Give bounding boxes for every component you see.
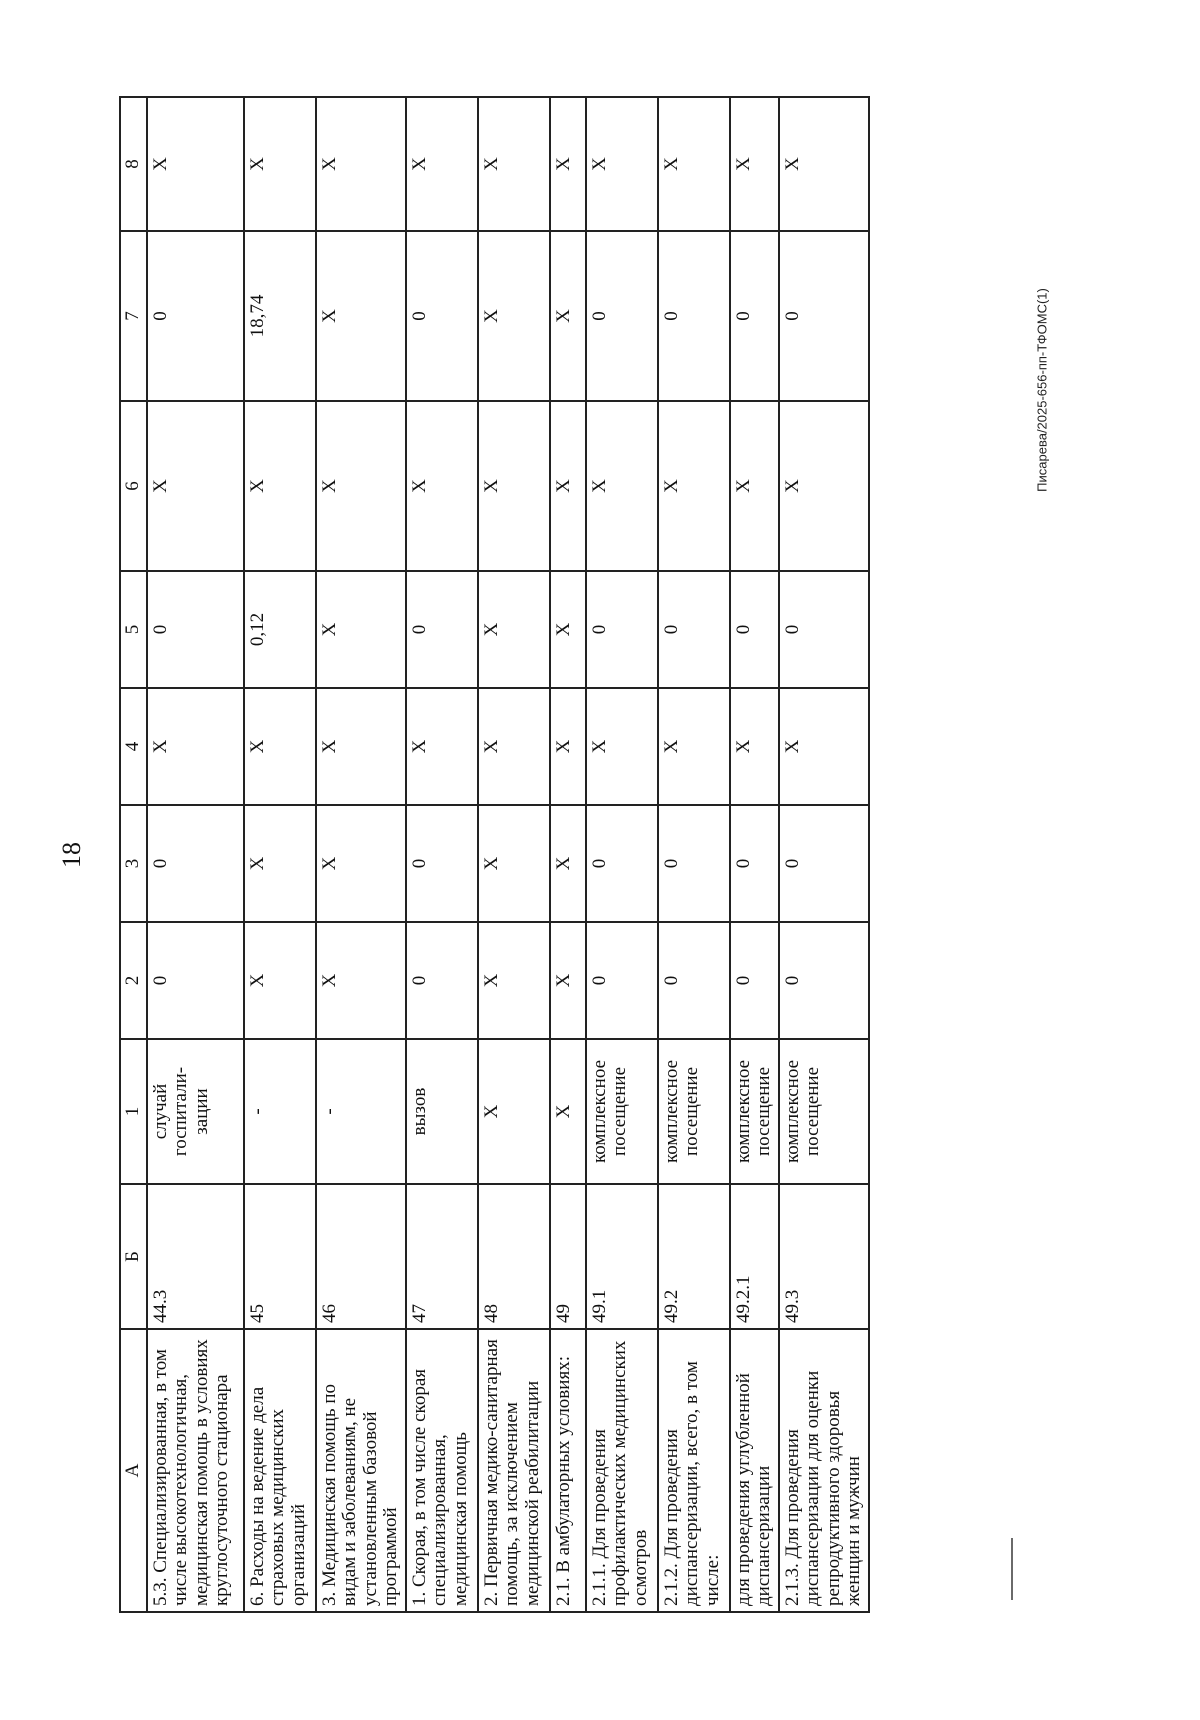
table-cell-col6: X <box>147 401 244 571</box>
table-cell-col6: X <box>550 401 586 571</box>
table-cell-a: 2. Первичная медико-санитарная помощь, за исключением медицинской реабилитации <box>478 1329 550 1612</box>
table-cell-col5: X <box>478 571 550 688</box>
table-cell-col6: X <box>478 401 550 571</box>
header-cell: 3 <box>120 805 147 922</box>
table-cell-col8: X <box>586 97 658 231</box>
table-cell-col1: комплексное посещение <box>730 1039 779 1184</box>
table-cell-col4: X <box>147 688 244 805</box>
table-cell-col3: 0 <box>658 805 730 922</box>
table-cell-b: 49.2 <box>658 1184 730 1329</box>
header-cell: Б <box>120 1184 147 1329</box>
table-cell-col3: X <box>244 805 316 922</box>
table-cell-col5: 0 <box>147 571 244 688</box>
table-cell-col1: X <box>478 1039 550 1184</box>
table-cell-col7: 0 <box>586 231 658 401</box>
table-cell-col2: 0 <box>779 922 869 1039</box>
document-code-text: Писарева/2025-656-пп-ТФОМС(1) <box>1034 288 1050 492</box>
table-cell-a: 2.1.1. Для проведения профилактических медицинских осмотров <box>586 1329 658 1612</box>
table-cell-col4: X <box>406 688 478 805</box>
table-cell-b: 48 <box>478 1184 550 1329</box>
page-number: 18 <box>57 842 86 868</box>
table-cell-col4: X <box>550 688 586 805</box>
table-cell-col6: X <box>244 401 316 571</box>
table-cell-a: 6. Расходы на ведение дела страховых медицинских организаций <box>244 1329 316 1612</box>
table-cell-b: 45 <box>244 1184 316 1329</box>
table-cell-col1: - <box>316 1039 406 1184</box>
table-cell-col7: 0 <box>730 231 779 401</box>
table-cell-a: 2.1. В амбулаторных условиях: <box>550 1329 586 1612</box>
table-cell-col2: X <box>550 922 586 1039</box>
table-cell-col6: X <box>586 401 658 571</box>
table-cell-col1: - <box>244 1039 316 1184</box>
table-cell-col1: комплексное посещение <box>586 1039 658 1184</box>
table-cell-col5: 0 <box>658 571 730 688</box>
table-cell-b: 49.3 <box>779 1184 869 1329</box>
table-row <box>658 97 730 1612</box>
table-cell-col4: X <box>244 688 316 805</box>
table-cell-col2: X <box>316 922 406 1039</box>
table-cell-b: 44.3 <box>147 1184 244 1329</box>
table-cell-col2: X <box>244 922 316 1039</box>
table-cell-col7: 0 <box>406 231 478 401</box>
table-cell-col2: 0 <box>406 922 478 1039</box>
table-cell-col2: 0 <box>586 922 658 1039</box>
table-cell-col6: X <box>730 401 779 571</box>
table-row <box>550 97 586 1612</box>
table-cell-col3: 0 <box>730 805 779 922</box>
table-cell-b: 49.2.1 <box>730 1184 779 1329</box>
table-cell-col4: X <box>658 688 730 805</box>
header-cell: 5 <box>120 571 147 688</box>
table-cell-col3: 0 <box>586 805 658 922</box>
table-cell-col3: 0 <box>147 805 244 922</box>
table-cell-col6: X <box>658 401 730 571</box>
table-row <box>586 97 658 1612</box>
table-cell-col5: 0 <box>779 571 869 688</box>
table-body <box>147 97 869 1612</box>
table-cell-b: 46 <box>316 1184 406 1329</box>
table-cell-col8: X <box>147 97 244 231</box>
table-cell-col1: случай госпитали-зации <box>147 1039 244 1184</box>
table-cell-col8: X <box>478 97 550 231</box>
table-cell-col1: комплексное посещение <box>658 1039 730 1184</box>
table-header-row <box>120 97 147 1612</box>
scan-mark <box>1011 1538 1013 1600</box>
header-cell: 1 <box>120 1039 147 1184</box>
table-cell-col2: 0 <box>658 922 730 1039</box>
data-table <box>119 96 870 1613</box>
table-cell-col3: X <box>316 805 406 922</box>
table-row <box>316 97 406 1612</box>
table-cell-col8: X <box>316 97 406 231</box>
table-cell-a: 5.3. Специализированная, в том числе высокотехнологичная, медицинская помощь в условиях круглосуточного стационара <box>147 1329 244 1612</box>
table-row <box>779 97 869 1612</box>
table-cell-col5: 0 <box>730 571 779 688</box>
table-cell-col5: 0 <box>586 571 658 688</box>
table-cell-col1: X <box>550 1039 586 1184</box>
header-cell: 7 <box>120 231 147 401</box>
table-cell-col7: X <box>316 231 406 401</box>
table-row <box>406 97 478 1612</box>
table-cell-col3: X <box>550 805 586 922</box>
table-cell-col8: X <box>658 97 730 231</box>
table-cell-col6: X <box>406 401 478 571</box>
table-cell-col4: X <box>779 688 869 805</box>
header-cell: 2 <box>120 922 147 1039</box>
table-cell-col7: 0 <box>779 231 869 401</box>
table-cell-col4: X <box>586 688 658 805</box>
table-cell-col8: X <box>779 97 869 231</box>
table-cell-col3: 0 <box>406 805 478 922</box>
table-cell-b: 49.1 <box>586 1184 658 1329</box>
table-cell-col8: X <box>550 97 586 231</box>
table-cell-a: 2.1.2. Для проведения диспансеризации, всего, в том числе: <box>658 1329 730 1612</box>
table-cell-col4: X <box>730 688 779 805</box>
table-cell-col7: X <box>478 231 550 401</box>
table-cell-col1: вызов <box>406 1039 478 1184</box>
table-cell-col7: 0 <box>658 231 730 401</box>
table-cell-col3: X <box>478 805 550 922</box>
table-cell-b: 47 <box>406 1184 478 1329</box>
header-cell: А <box>120 1329 147 1612</box>
table-cell-col5: X <box>550 571 586 688</box>
table-container <box>119 98 931 1613</box>
table-cell-col1: комплексное посещение <box>779 1039 869 1184</box>
header-cell: 4 <box>120 688 147 805</box>
table-cell-col5: X <box>316 571 406 688</box>
table-cell-col4: X <box>478 688 550 805</box>
table-cell-col5: 0 <box>406 571 478 688</box>
table-cell-col7: 0 <box>147 231 244 401</box>
table-row <box>244 97 316 1612</box>
table-cell-col8: X <box>730 97 779 231</box>
table-cell-a: 1. Скорая, в том числе скорая специализированная, медицинская помощь <box>406 1329 478 1612</box>
table-cell-col2: 0 <box>147 922 244 1039</box>
table-cell-a: 2.1.3. Для проведения диспансеризации для оценки репродуктивного здоровья женщин и мужчин <box>779 1329 869 1612</box>
table-cell-a: для проведения углубленной диспансеризации <box>730 1329 779 1612</box>
table-cell-col3: 0 <box>779 805 869 922</box>
table-cell-col2: X <box>478 922 550 1039</box>
header-cell: 8 <box>120 97 147 231</box>
table-cell-a: 3. Медицинская помощь по видам и заболеваниям, не установленным базовой программой <box>316 1329 406 1612</box>
table-cell-col8: X <box>406 97 478 231</box>
table-cell-col6: X <box>316 401 406 571</box>
table-row <box>730 97 779 1612</box>
table-row <box>147 97 244 1612</box>
table-cell-col8: X <box>244 97 316 231</box>
rotated-table <box>119 98 931 1613</box>
table-cell-b: 49 <box>550 1184 586 1329</box>
header-cell: 6 <box>120 401 147 571</box>
table-cell-col5: 0,12 <box>244 571 316 688</box>
document-code <box>1022 240 1062 540</box>
table-cell-col2: 0 <box>730 922 779 1039</box>
table-cell-col4: X <box>316 688 406 805</box>
table-cell-col7: X <box>550 231 586 401</box>
table-cell-col6: X <box>779 401 869 571</box>
table-cell-col7: 18,74 <box>244 231 316 401</box>
table-row <box>478 97 550 1612</box>
